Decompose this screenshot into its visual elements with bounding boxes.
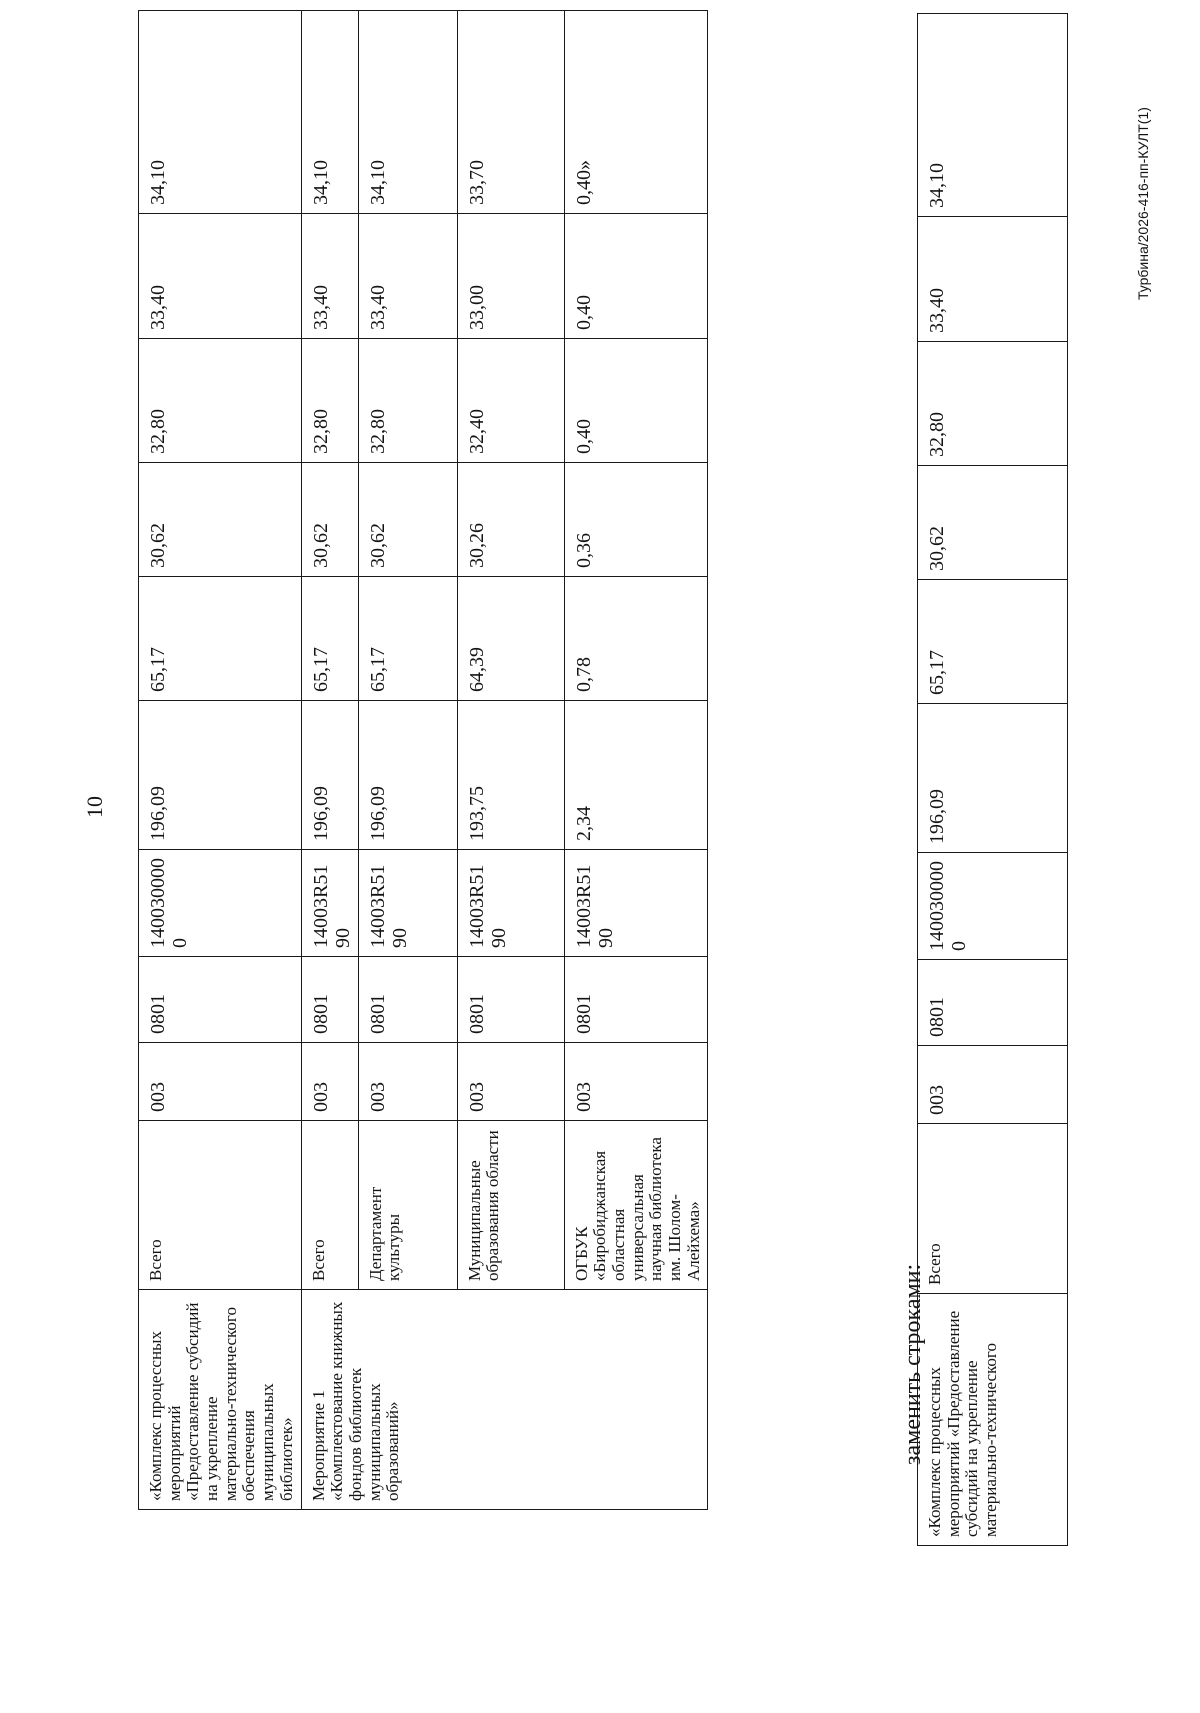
table-cell: 14003R51 90 xyxy=(564,850,708,957)
table-cell: 33,40 xyxy=(139,214,302,339)
table-row xyxy=(457,11,564,1510)
table-cell: 003 xyxy=(457,1043,564,1121)
table-cell: 003 xyxy=(358,1043,457,1121)
table-cell: 65,17 xyxy=(139,577,302,701)
replace-label: заменить строками: xyxy=(900,1263,926,1465)
table-cell: 196,09 xyxy=(301,701,358,850)
table-cell: Департамент культуры xyxy=(358,1121,457,1290)
table-row xyxy=(918,14,1068,1546)
table-cell: 193,75 xyxy=(457,701,564,850)
table-cell: 003 xyxy=(918,1046,1068,1124)
table-cell: 33,40 xyxy=(301,214,358,339)
table-cell: 0,36 xyxy=(564,463,708,577)
table-cell: 64,39 xyxy=(457,577,564,701)
replacement-table xyxy=(917,13,1068,1546)
table-cell: 30,62 xyxy=(918,466,1068,580)
table-cell: 34,10 xyxy=(358,11,457,214)
table-row xyxy=(139,11,302,1510)
table-cell: 32,80 xyxy=(139,339,302,463)
table-cell: 003 xyxy=(301,1043,358,1121)
table-cell: Всего xyxy=(301,1121,358,1290)
table-row xyxy=(301,11,358,1510)
table-cell: 196,09 xyxy=(358,701,457,850)
table-cell: 33,40 xyxy=(918,217,1068,342)
table-cell: 0801 xyxy=(139,957,302,1043)
table-cell: 140030000 0 xyxy=(918,853,1068,960)
table-cell: 0801 xyxy=(918,960,1068,1046)
table-cell: Всего xyxy=(139,1121,302,1290)
table-cell: 0,40» xyxy=(564,11,708,214)
table-cell: 33,00 xyxy=(457,214,564,339)
table-cell: «Комплекс процессных мероприятий «Предоставление субсидий на укрепление материально-технического xyxy=(918,1294,1068,1546)
table-cell: 33,70 xyxy=(457,11,564,214)
table-cell: 32,40 xyxy=(457,339,564,463)
table-cell: 196,09 xyxy=(139,701,302,850)
table-cell: ОГБУК «Биробиджанская областная универсальная научная библиотека им. Шолом-Алейхема» xyxy=(564,1121,708,1290)
table-cell: 2,34 xyxy=(564,701,708,850)
table-cell: 65,17 xyxy=(358,577,457,701)
table-cell: 0,40 xyxy=(564,339,708,463)
table-cell: 32,80 xyxy=(301,339,358,463)
table-cell: 003 xyxy=(564,1043,708,1121)
table-cell: Мероприятие 1 «Комплектование книжных фондов библиотек муниципальных образований» xyxy=(301,1290,708,1510)
table-row xyxy=(358,11,457,1510)
budget-table xyxy=(138,10,708,1510)
table-cell: 0801 xyxy=(358,957,457,1043)
table-cell: Всего xyxy=(918,1124,1068,1294)
table-cell: 0801 xyxy=(301,957,358,1043)
table-cell: Муниципальные образования области xyxy=(457,1121,564,1290)
page-number: 10 xyxy=(82,796,107,818)
table-cell: 34,10 xyxy=(139,11,302,214)
table-cell: 14003R51 90 xyxy=(457,850,564,957)
table-cell: 0,78 xyxy=(564,577,708,701)
table-cell: 65,17 xyxy=(301,577,358,701)
table-cell: 140030000 0 xyxy=(139,850,302,957)
table-cell: 14003R51 90 xyxy=(358,850,457,957)
table-cell: 30,62 xyxy=(358,463,457,577)
table-cell: 65,17 xyxy=(918,580,1068,704)
table-cell: 32,80 xyxy=(918,342,1068,466)
table-cell: 0801 xyxy=(564,957,708,1043)
table-cell: «Комплекс процессных мероприятий «Предоставление субсидий на укрепление материально-технического обеспечения муниципальных библиотек» xyxy=(139,1290,302,1510)
table-cell: 30,26 xyxy=(457,463,564,577)
table-cell: 33,40 xyxy=(358,214,457,339)
table-cell: 30,62 xyxy=(301,463,358,577)
table-cell: 34,10 xyxy=(301,11,358,214)
table-cell: 0,40 xyxy=(564,214,708,339)
table-cell: 30,62 xyxy=(139,463,302,577)
table-cell: 34,10 xyxy=(918,14,1068,217)
table-cell: 196,09 xyxy=(918,704,1068,853)
table-cell: 14003R51 90 xyxy=(301,850,358,957)
table-cell: 32,80 xyxy=(358,339,457,463)
document-footer: Турбина/2026-416-пп-КУЛТ(1) xyxy=(1135,107,1151,300)
table-cell: 003 xyxy=(139,1043,302,1121)
table-row xyxy=(564,11,708,1510)
table-cell: 0801 xyxy=(457,957,564,1043)
